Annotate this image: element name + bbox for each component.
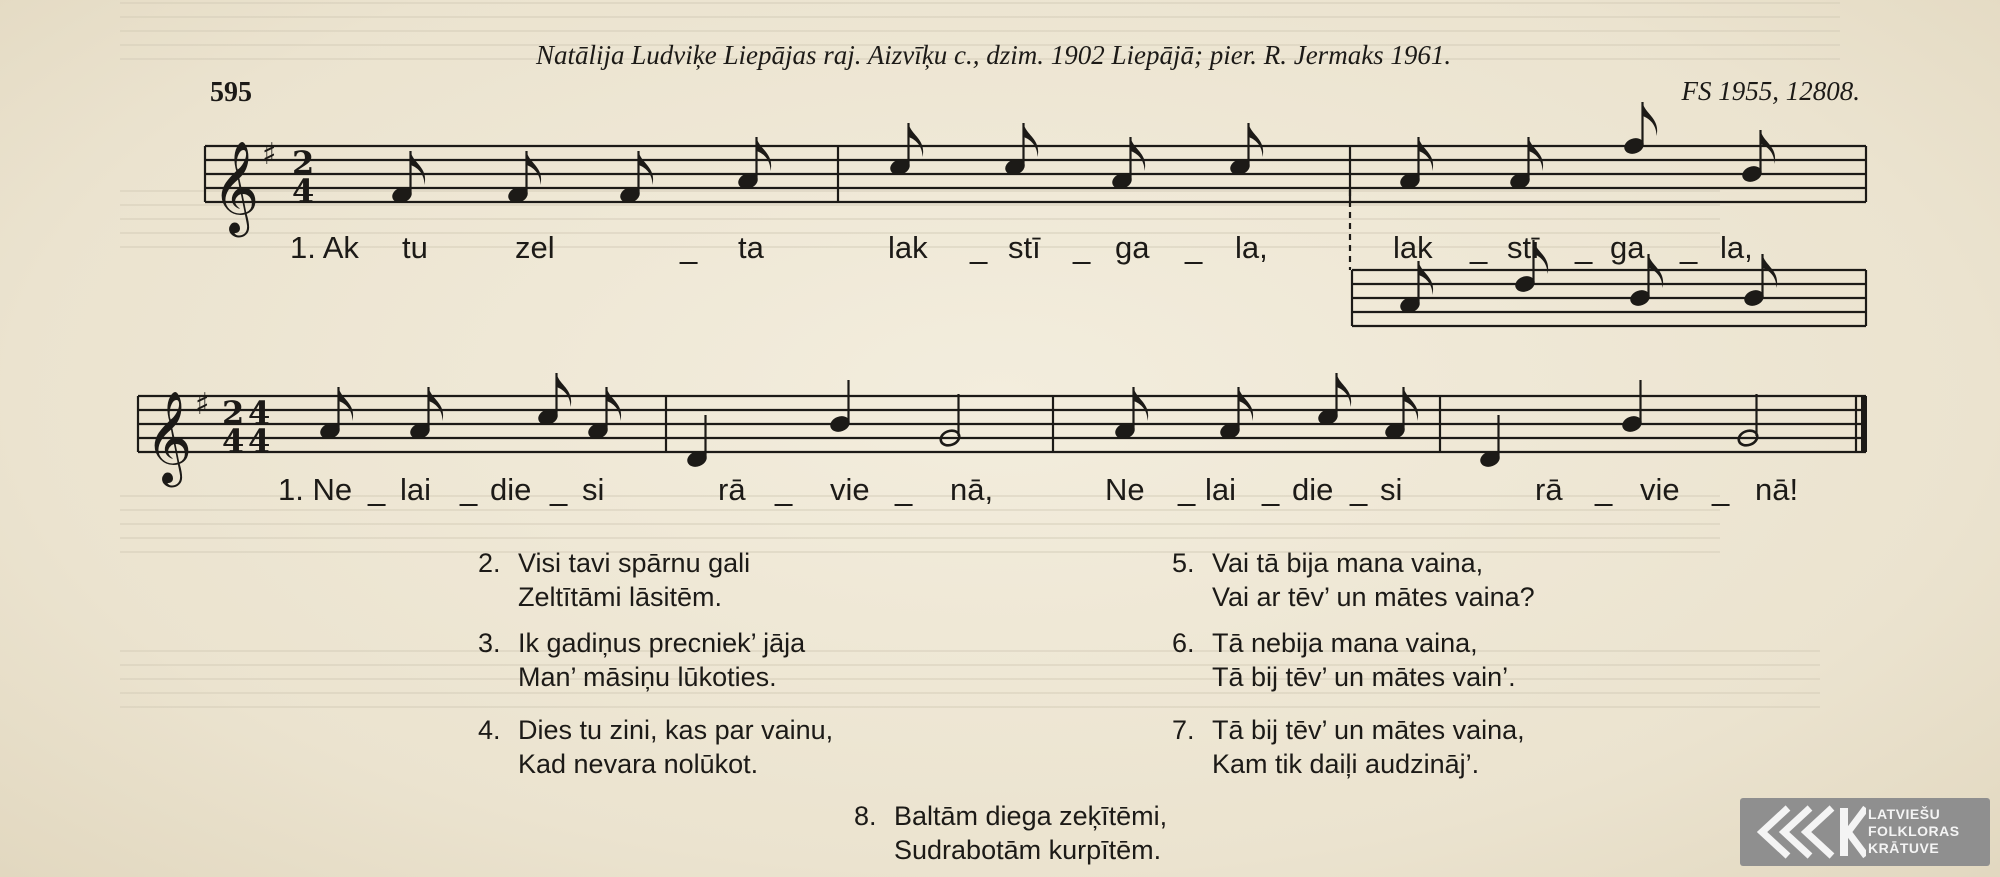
lyric-syllable: la, (1235, 230, 1268, 265)
lyric-syllable: vie (830, 472, 870, 507)
stanza-line: Vai tā bija mana vaina, (1212, 548, 1484, 578)
stanza-number: 5. (1172, 548, 1195, 578)
logo-chevrons-icon (1748, 804, 1866, 860)
lyric-hyphen: _ (1712, 472, 1730, 507)
lyric-syllable: lak (888, 230, 928, 265)
time-sig-top: 2 (292, 144, 315, 182)
stanza-3 (478, 626, 805, 694)
eighth-note (537, 373, 571, 427)
staff-1-lines (205, 146, 1866, 202)
staff-2-lines (138, 396, 1866, 452)
notes-layer (319, 102, 1777, 469)
eighth-note (1621, 380, 1644, 434)
stanza-7 (1172, 713, 1525, 781)
stanza-line: Kad nevara nolūkot. (518, 749, 759, 779)
stanza-number: 3. (478, 628, 501, 658)
lyric-hyphen: _ (1178, 472, 1196, 507)
time-sig-top: 2 (222, 394, 245, 432)
stanza-line: Sudrabotām kurpītēm. (894, 835, 1162, 865)
time-sig-bottom: 4 (222, 422, 245, 460)
lyric-syllable: ga (1115, 230, 1150, 265)
lyric-hyphen: _ (970, 230, 988, 265)
stanza-line: Dies tu zini, kas par vainu, (518, 715, 834, 745)
lyric-syllable: rā (1535, 472, 1563, 507)
stanza-line: Baltām diega zeķītēmi, (894, 801, 1168, 831)
lyric-hyphen: _ (1350, 472, 1368, 507)
lyric-syllable: nā! (1755, 472, 1799, 507)
archive-logo (1740, 798, 1990, 866)
stanza-line: Man’ māsiņu lūkoties. (518, 662, 777, 692)
lyric-syllable: zel (515, 230, 555, 265)
time-sig-bottom: 4 (248, 422, 271, 460)
lyric-syllable: lai (1205, 472, 1237, 507)
lyric-syllable: Ne (1105, 472, 1145, 507)
stanza-2 (478, 546, 750, 614)
logo-line: KRĀTUVE (1868, 840, 1940, 856)
stanza-line: Ik gadiņus precniek’ jāja (518, 628, 806, 658)
stanza-4 (478, 713, 833, 781)
lyric-syllable: lai (400, 472, 432, 507)
song-number: 595 (210, 77, 252, 108)
stanza-line: Tā bij tēv’ un mātes vain’. (1212, 662, 1516, 692)
lyric-syllable: ga (1610, 230, 1645, 265)
lyric-syllable: rā (718, 472, 746, 507)
lyric-hyphen: _ (550, 472, 568, 507)
lyric-syllable: die (490, 472, 532, 507)
time-sig-top: 4 (248, 394, 271, 432)
lyric-syllable: die (1292, 472, 1334, 507)
lyric-hyphen: _ (1073, 230, 1091, 265)
stanza-number: 6. (1172, 628, 1195, 658)
lyric-syllable: 1. Ne (278, 472, 353, 507)
eighth-note (1229, 123, 1263, 177)
logo-text (1868, 806, 1960, 857)
time-sig-bottom: 4 (292, 172, 315, 210)
treble-clef-icon: 𝄞 (212, 140, 260, 233)
lyric-hyphen: _ (895, 472, 913, 507)
lyric-hyphen: _ (1595, 472, 1613, 507)
half-note (1737, 394, 1760, 448)
lyric-hyphen: _ (368, 472, 386, 507)
eighth-note (1317, 373, 1351, 427)
stanza-number: 4. (478, 715, 501, 745)
logo-line: LATVIEŠU (1868, 806, 1941, 822)
lyric-syllable: si (582, 472, 605, 507)
lyric-syllable: vie (1640, 472, 1680, 507)
stanza-6 (1172, 626, 1516, 694)
eighth-note (1741, 130, 1775, 184)
lyric-syllable: nā, (950, 472, 994, 507)
lyric-syllable: stī (1008, 230, 1041, 265)
sharp-icon: ♯ (195, 387, 210, 422)
stanza-5 (1172, 546, 1535, 614)
treble-clef-icon: 𝄞 (145, 390, 193, 483)
logo-line: FOLKLORAS (1868, 823, 1960, 839)
eighth-note (829, 380, 852, 434)
lyric-hyphen: _ (1680, 230, 1698, 265)
stanza-8 (854, 799, 1167, 867)
stanza-line: Tā bij tēv’ un mātes vaina, (1212, 715, 1525, 745)
sharp-icon: ♯ (262, 137, 277, 172)
lyric-syllable: tu (402, 230, 428, 265)
stanza-line: Vai ar tēv’ un mātes vaina? (1212, 582, 1535, 612)
lyric-hyphen: _ (680, 230, 698, 265)
lyric-syllable: la, (1720, 230, 1753, 265)
lyric-hyphen: _ (775, 472, 793, 507)
lyric-syllable: 1. Ak (290, 230, 359, 265)
lyric-syllable: ta (738, 230, 764, 265)
stanza-line: Tā nebija mana vaina, (1212, 628, 1478, 658)
lyric-syllable: lak (1393, 230, 1433, 265)
stanza-number: 8. (854, 801, 877, 831)
eighth-note (1623, 102, 1657, 156)
source-attribution: Natālija Ludviķe Liepājas raj. Aizvīķu c., dzim. 1902 Liepājā; pier. R. Jermaks 1961. (536, 40, 1452, 70)
half-note (939, 394, 962, 448)
lyric-hyphen: _ (1470, 230, 1488, 265)
eighth-note (889, 123, 923, 177)
stanza-line: Kam tik daiļi audzināj’. (1212, 749, 1480, 779)
lyric-hyphen: _ (460, 472, 478, 507)
lyric-syllable: stī (1507, 230, 1540, 265)
archive-reference: FS 1955, 12808. (1681, 76, 1860, 106)
lyric-syllable: si (1380, 472, 1403, 507)
stanza-line: Visi tavi spārnu gali (518, 548, 751, 578)
stanza-number: 2. (478, 548, 501, 578)
lyric-hyphen: _ (1262, 472, 1280, 507)
lyric-hyphen: _ (1185, 230, 1203, 265)
stanza-number: 7. (1172, 715, 1195, 745)
lyric-hyphen: _ (1575, 230, 1593, 265)
stanza-line: Zeltītāmi lāsitēm. (518, 582, 723, 612)
eighth-note (1004, 123, 1038, 177)
